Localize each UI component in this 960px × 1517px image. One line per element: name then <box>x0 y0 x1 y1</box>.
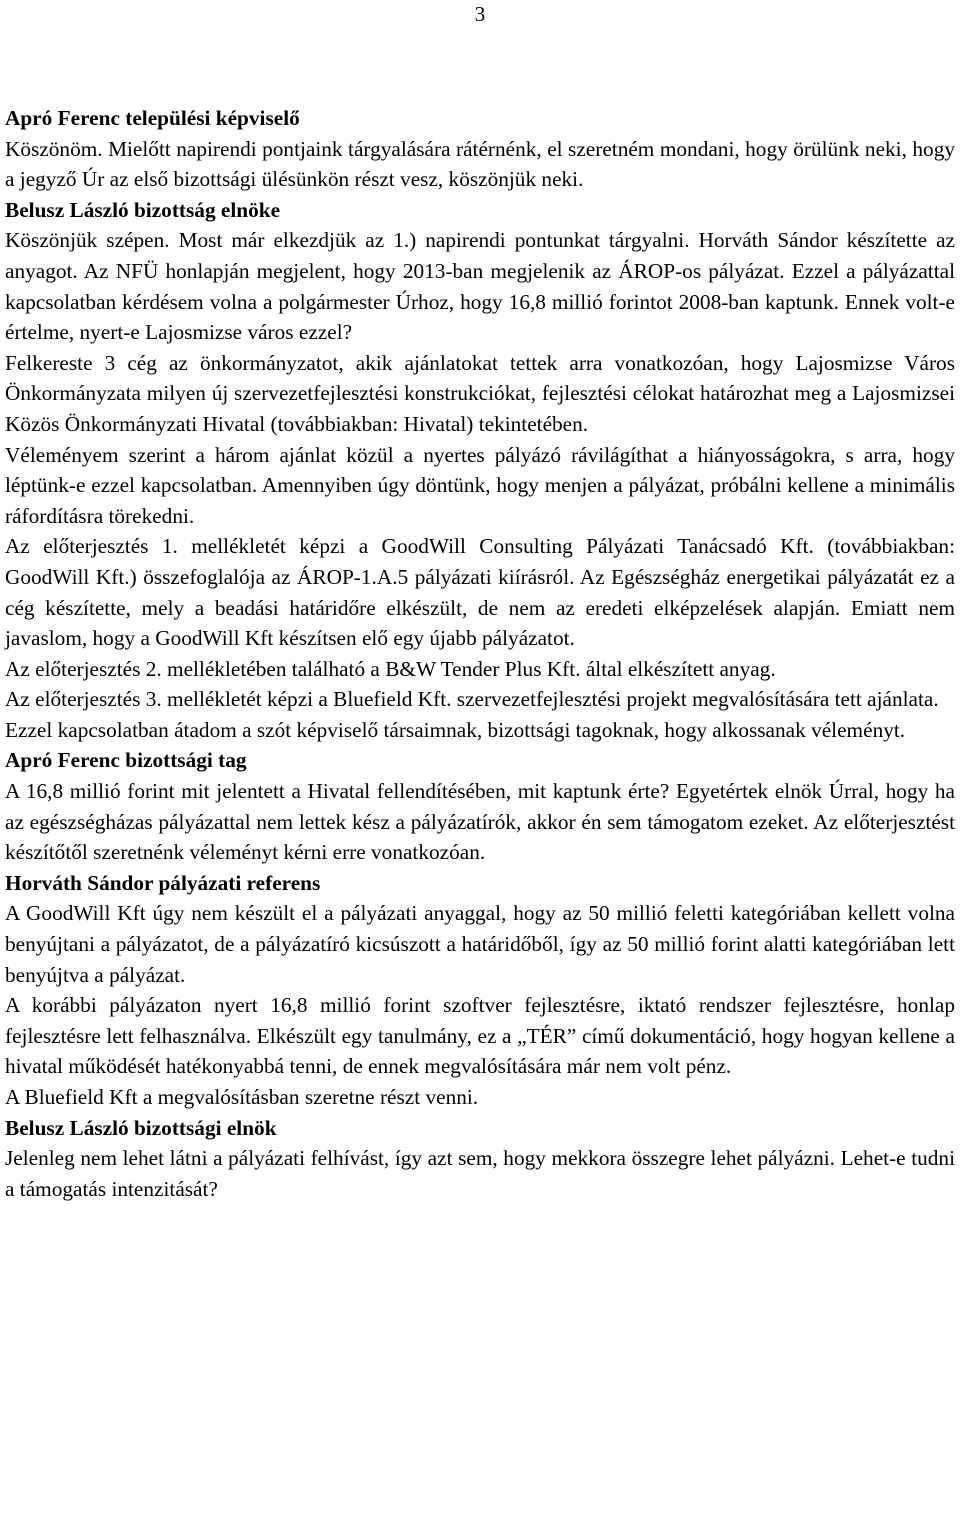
paragraph: Az előterjesztés 2. mellékletében található a B&W Tender Plus Kft. által elkészített anyag. <box>5 656 776 681</box>
paragraph: Felkereste 3 cég az önkormányzatot, akik ajánlatokat tettek arra vonatkozóan, hogy Lajosmizse Város Önkormányzata milyen új szervezetfejlesztési konstrukciókat, fejlesztési célokat határozhat meg a Lajosmizsei Közös Önkormányzati Hivatal (továbbiakban: Hivatal) tekintetében. <box>5 350 955 436</box>
paragraph: A GoodWill Kft úgy nem készült el a pályázati anyaggal, hogy az 50 millió feletti kategóriában kellett volna benyújtani a pályázatot, de a pályázatíró kicsúszott a határidőből, így az 50 millió forint alatti kategóriában lett benyújtva a pályázat. <box>5 901 955 987</box>
paragraph: A 16,8 millió forint mit jelentett a Hivatal fellendítésében, mit kaptunk érte? Egyetértek elnök Úrral, hogy ha az egészségházas pályázattal nem lettek kész a pályázatírók, akkor én sem támogatom ezeket. Az előterjesztést készítőtől szeretnénk véleményt kérni erre vonatkozóan. <box>5 779 955 865</box>
speaker-heading: Horváth Sándor pályázati referens <box>5 870 321 895</box>
paragraph: Köszönjük szépen. Most már elkezdjük az 1.) napirendi pontunkat tárgyalni. Horváth Sándor készítette az anyagot. Az NFÜ honlapján megjelent, hogy 2013-ban megjelenik az ÁROP-os pályázat. Ezzel a pályázattal kapcsolatban kérdésem volna a polgármester Úrhoz, hogy 16,8 millió forintot 2008-ban kaptunk. Ennek volt-e értelme, nyert-e Lajosmizse város ezzel? <box>5 228 955 345</box>
page-number: 3 <box>474 2 486 26</box>
paragraph: Köszönöm. Mielőtt napirendi pontjaink tárgyalására rátérnénk, el szeretném mondani, hogy örülünk neki, hogy a jegyző Úr az első bizottsági ülésünkön részt vesz, köszönjük neki. <box>5 136 955 192</box>
paragraph: Ezzel kapcsolatban átadom a szót képviselő társaimnak, bizottsági tagoknak, hogy alkossanak véleményt. <box>5 717 906 742</box>
paragraph: Jelenleg nem lehet látni a pályázati felhívást, így azt sem, hogy mekkora összegre lehet pályázni. Lehet-e tudni a támogatás intenzitását? <box>5 1146 955 1201</box>
paragraph: Véleményem szerint a három ajánlat közül a nyertes pályázó rávilágíthat a hiányosságokra, s arra, hogy léptünk-e ezzel kapcsolatban. Amennyiben úgy döntünk, hogy menjen a pályázat, próbálni kellene a minimális ráfordításra törekedni. <box>5 442 955 528</box>
speaker-heading: Apró Ferenc bizottsági tag <box>5 748 247 773</box>
paragraph: A korábbi pályázaton nyert 16,8 millió forint szoftver fejlesztésre, iktató rendszer fejlesztésre, honlap fejlesztésre lett felhasználva. Elkészült egy tanulmány, ez a „TÉR” című dokumentáció, hogy hogyan kellene a hivatal működését hatékonyabbá tenni, de ennek megvalósítására már nem volt pénz. <box>5 993 955 1079</box>
document-body <box>5 103 955 1204</box>
speaker-heading: Apró Ferenc települési képviselő <box>5 106 300 130</box>
paragraph: A Bluefield Kft a megvalósításban szeretne részt venni. <box>5 1085 479 1109</box>
paragraph: Az előterjesztés 3. mellékletét képzi a Bluefield Kft. szervezetfejlesztési projekt megvalósítására tett ajánlata. <box>5 687 939 712</box>
speaker-heading: Belusz László bizottság elnöke <box>5 197 281 222</box>
paragraph: Az előterjesztés 1. mellékletét képzi a GoodWill Consulting Pályázati Tanácsadó Kft. (továbbiakban: GoodWill Kft.) összefoglalója az ÁROP-1.A.5 pályázati kiírásról. Az Egészségház energetikai pályázatát ez a cég készítette, mely a beadási határidőre elkészült, de nem az eredeti elképzelések alapján. Emiatt nem javaslom, hogy a GoodWill Kft készítsen elő egy újabb pályázatot. <box>5 534 955 651</box>
speaker-heading: Belusz László bizottsági elnök <box>5 1115 277 1140</box>
